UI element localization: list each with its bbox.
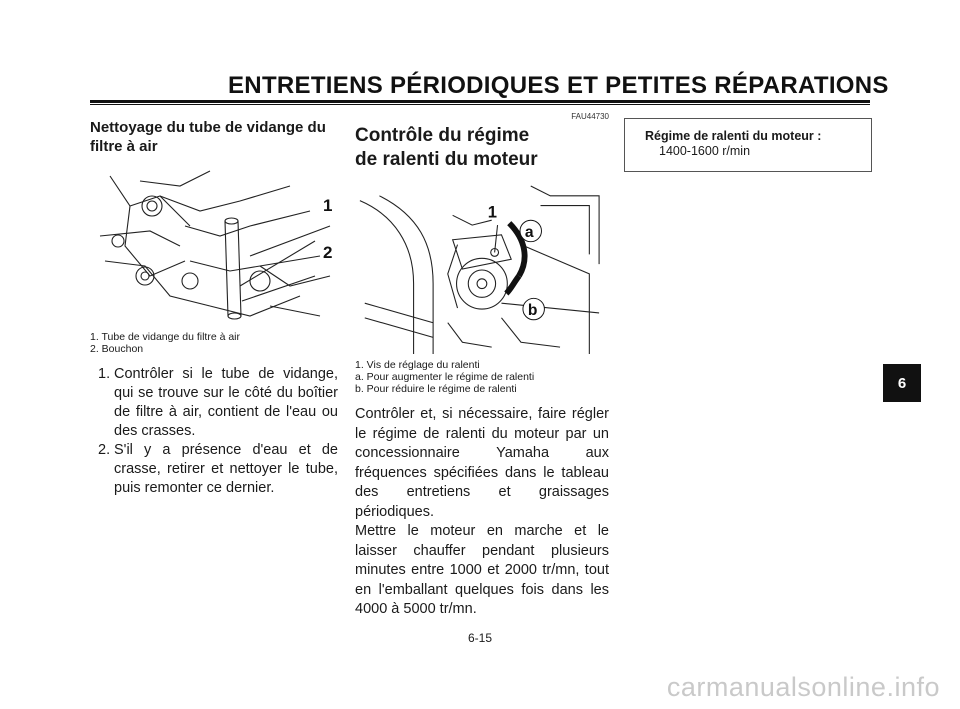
spec-value: 1400-1600 r/min (659, 144, 751, 158)
step-number: 1. (98, 366, 111, 382)
header-rule-thin (90, 104, 870, 105)
section-title-line1: Contrôle du régime (355, 125, 530, 146)
paragraph-idle-check: Contrôler et, si nécessaire, faire régler le régime de ralenti du moteur par un concessionnaire Yamaha aux fréquences spécifiées dans le tableau des entretiens et graissages périodiques. (355, 406, 609, 520)
section-title-line2: de ralenti du moteur (355, 149, 538, 170)
figure-idle-screw (355, 184, 603, 356)
document-code: FAU44730 (571, 112, 609, 121)
caption-item: 1. Tube de vidange du filtre à air (90, 331, 241, 343)
rotation-arrow-b (506, 276, 519, 294)
caption-item: 1. Vis de réglage du ralenti (355, 359, 480, 371)
step-text: S'il y a présence d'eau et de crasse, retirer et nettoyer le tube, puis remonter ce dernier. (114, 442, 338, 496)
figure-air-filter-drain (90, 166, 338, 328)
caption-item: a. Pour augmenter le régime de ralenti (355, 371, 535, 383)
step-number: 2. (98, 442, 111, 458)
page-number: 6-15 (467, 631, 493, 645)
middle-column (355, 112, 609, 620)
figure-label-2: 2 (323, 243, 333, 262)
figure-middle-labels (488, 202, 545, 320)
engine-illustration-left (90, 166, 338, 328)
section-title-line1: Nettoyage du tube de vidange du (90, 119, 326, 136)
figure-caption-left (90, 331, 338, 355)
section-title-line2: filtre à air (90, 138, 158, 155)
paragraph-warm-up: Mettre le moteur en marche et le laisser chauffer pendant plusieurs minutes entre 1000 et 2000 tr/mn, tout en l'emballant quelques fois dans les 4000 à 5000 tr/mn. (355, 523, 609, 617)
left-column (90, 118, 338, 498)
figure-label-1: 1 (323, 196, 333, 215)
section-title-idle-speed (355, 124, 609, 172)
watermark: carmanualsonline.info (666, 672, 940, 702)
caption-item: b. Pour réduire le régime de ralenti (355, 383, 517, 395)
page-header-title: ENTRETIENS PÉRIODIQUES ET PETITES RÉPARATIONS (228, 72, 889, 99)
figure-label-a: a (524, 223, 534, 241)
step-text: Contrôler si le tube de vidange, qui se trouve sur le côté du boîtier de filtre à air, contient de l'eau ou des crasses. (114, 366, 338, 439)
engine-illustration-middle (355, 184, 603, 356)
step-item (90, 365, 338, 441)
right-column (624, 118, 872, 172)
step-item (90, 441, 338, 498)
header-rule (90, 100, 870, 103)
figure-left-labels (323, 196, 332, 262)
spec-box-idle-speed (624, 118, 872, 172)
spec-label: Régime de ralenti du moteur : (645, 129, 822, 143)
figure-caption-middle (355, 359, 609, 395)
chapter-tab: 6 (883, 364, 921, 402)
section-title-drain-tube (90, 118, 338, 156)
figure-label-1: 1 (487, 202, 498, 222)
caption-item: 2. Bouchon (90, 343, 144, 355)
procedure-steps (90, 365, 338, 498)
figure-label-b: b (527, 301, 538, 319)
